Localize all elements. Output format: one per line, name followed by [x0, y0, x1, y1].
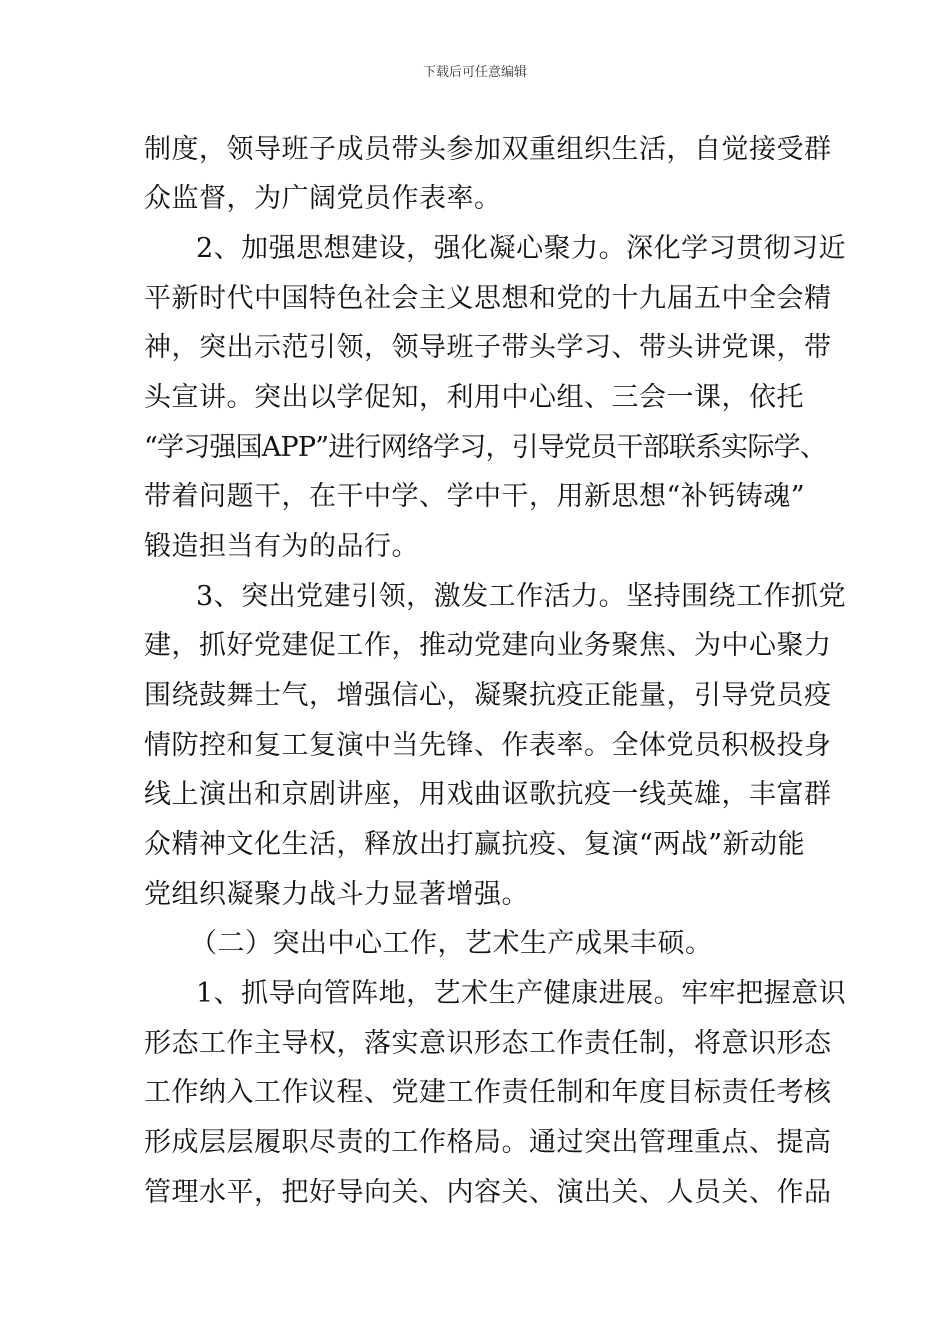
- text-line: 形态工作主导权，落实意识形态工作责任制，将意识形态: [144, 1028, 832, 1059]
- text-line: 党组织凝聚力战斗力显著增强。: [144, 879, 529, 910]
- text-line: 平新时代中国特色社会主义思想和党的十九届五中全会精: [144, 283, 832, 314]
- text-line: 线上演出和京剧讲座，用戏曲讴歌抗疫一线英雄，丰富群: [144, 779, 832, 810]
- text-line: 工作纳入工作议程、党建工作责任制和年度目标责任考核: [144, 1077, 832, 1108]
- text-line: 管理水平，把好导向关、内容关、演出关、人员关、作品: [144, 1177, 832, 1208]
- text-line: 制度，领导班子成员带头参加双重组织生活，自觉接受群: [144, 134, 832, 165]
- text-line: 锻造担当有为的品行。: [144, 531, 419, 562]
- text-line: 1、抓导向管阵地，艺术生产健康进展。牢牢把握意识: [196, 978, 847, 1009]
- text-line: 带着问题干，在干中学、学中干，用新思想“补钙铸魂”: [144, 481, 806, 512]
- section-heading: （二）突出中心工作，艺术生产成果丰硕。: [190, 928, 713, 959]
- text-line: 情防控和复工复演中当先锋、作表率。全体党员积极投身: [144, 730, 832, 761]
- text-line: 神，突出示范引领，领导班子带头学习、带头讲党课，带: [144, 332, 832, 363]
- text-line: 3、突出党建引领，激发工作活力。坚持围绕工作抓党: [196, 581, 847, 612]
- page-header: 下载后可任意编辑: [422, 65, 527, 80]
- text-line: 众监督，为广阔党员作表率。: [144, 183, 502, 214]
- text-line: “学习强国APP”进行网络学习，引导党员干部联系实际学、: [144, 432, 827, 463]
- text-line: 围绕鼓舞士气，增强信心，凝聚抗疫正能量，引导党员疫: [144, 680, 832, 711]
- text-line: 众精神文化生活，释放出打赢抗疫、复演“两战”新动能: [144, 829, 806, 860]
- text-line: 建，抓好党建促工作，推动党建向业务聚焦、为中心聚力: [144, 630, 832, 661]
- text-line: 2、加强思想建设，强化凝心聚力。深化学习贯彻习近: [196, 233, 847, 264]
- text-line: 形成层层履职尽责的工作格局。通过突出管理重点、提高: [144, 1127, 832, 1158]
- text-line: 头宣讲。突出以学促知，利用中心组、三会一课，依托: [144, 382, 804, 413]
